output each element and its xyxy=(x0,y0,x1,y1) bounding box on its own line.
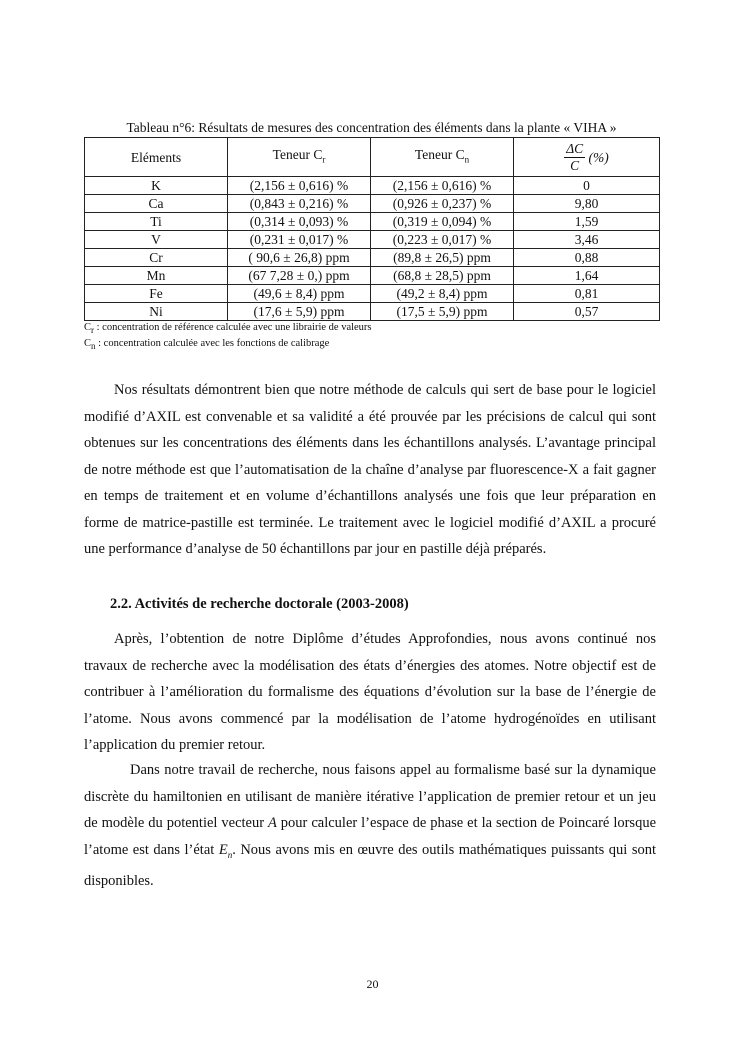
cell-element: Ti xyxy=(85,213,228,231)
cell-cr: (2,156 ± 0,616) % xyxy=(228,177,371,195)
note-cn xyxy=(84,337,372,353)
header-teneur-cr-sub: r xyxy=(322,154,326,165)
cell-cn: (89,8 ± 26,5) ppm xyxy=(371,249,514,267)
cell-delta: 1,59 xyxy=(514,213,660,231)
paragraph-research-part2: pour calculer l’espace de phase et la section de Poincaré lorsque l’atome est dans l’état xyxy=(84,815,656,858)
cell-element: Ca xyxy=(85,195,228,213)
paragraph-doctoral: Après, l’obtention de notre Diplôme d’études Approfondies, nous avons continué nos travaux de recherche avec la modélisation des états d’énergies des atomes. Notre objectif est de contribuer à l’amélioration du formalisme des équations d’évolution sur la base de l’énergie de l’atome. Nous avons commencé par la modélisation de l’atome hydrogénoïdes en utilisant l’application du premier retour. xyxy=(84,631,656,753)
section-heading: 2.2. Activités de recherche doctorale (2003-2008) xyxy=(110,596,409,612)
note-cr xyxy=(84,321,372,337)
table-row xyxy=(85,285,660,303)
header-teneur-cn xyxy=(371,138,514,177)
state-sub: n xyxy=(227,849,233,860)
cell-cn: (0,223 ± 0,017) % xyxy=(371,231,514,249)
table-caption: Tableau n°6: Résultats de mesures des concentration des éléments dans la plante « VIHA » xyxy=(126,120,617,135)
table-header-row xyxy=(85,138,660,177)
cell-element: V xyxy=(85,231,228,249)
cell-cr: (0,314 ± 0,093) % xyxy=(228,213,371,231)
note-cr-text: : concentration de référence calculée avec une librairie de valeurs xyxy=(94,322,372,333)
table-row xyxy=(85,177,660,195)
cell-cn: (17,5 ± 5,9) ppm xyxy=(371,303,514,321)
cell-element: Cr xyxy=(85,249,228,267)
cell-cr: ( 90,6 ± 26,8) ppm xyxy=(228,249,371,267)
cell-element: Ni xyxy=(85,303,228,321)
delta-numerator: ΔC xyxy=(566,140,584,156)
cell-cr: (67 7,28 ± 0,) ppm xyxy=(228,267,371,285)
cell-delta: 0 xyxy=(514,177,660,195)
table-notes xyxy=(84,321,372,353)
table-row xyxy=(85,231,660,249)
paragraph-research-part3: . Nous avons mis en œuvre des outils mathématiques puissants qui sont disponibles. xyxy=(84,841,656,889)
paragraph-results: Nos résultats démontrent bien que notre méthode de calculs qui sert de base pour le logiciel modifié d’AXIL est convenable et sa validité a été prouvée par les précisions de calcul qui sont obtenues sur les concentrations des éléments dans les échantillons analysés. L’avantage principal de notre méthode est que l’automatisation de la chaîne d’analyse par fluorescence-X a fait gagner en temps de traitement et en volume d’échantillons analysés une fois que leur préparation en forme de matrice-pastille est terminée. Le traitement avec le logiciel modifié d’AXIL a procuré une performance d’analyse de 50 échantillons par jour en pastille déjà préparés. xyxy=(84,382,656,557)
delta-unit: (%) xyxy=(588,149,609,165)
table-row xyxy=(85,267,660,285)
header-teneur-cr-text: Teneur C xyxy=(272,146,323,162)
state-symbol: E xyxy=(218,841,228,858)
note-cn-symbol: C xyxy=(84,338,92,350)
note-cr-sub: r xyxy=(91,325,95,336)
note-cn-sub: n xyxy=(91,341,96,352)
cell-delta: 0,81 xyxy=(514,285,660,303)
header-elements: Eléments xyxy=(85,138,228,177)
table-row xyxy=(85,195,660,213)
cell-delta: 0,88 xyxy=(514,249,660,267)
cell-cn: (0,319 ± 0,094) % xyxy=(371,213,514,231)
cell-cn: (68,8 ± 28,5) ppm xyxy=(371,267,514,285)
cell-cr: (0,843 ± 0,216) % xyxy=(228,195,371,213)
header-delta xyxy=(514,138,660,177)
table-row xyxy=(85,249,660,267)
cell-cr: (17,6 ± 5,9) ppm xyxy=(228,303,371,321)
paragraph-research-part1: Dans notre travail de recherche, nous faisons appel au formalisme basé sur la dynamique discrète du hamiltonien en utilisant de manière itérative l’application de premier retour et un jeu de modèle du potentiel vecteur xyxy=(84,762,656,831)
cell-element: Fe xyxy=(85,285,228,303)
delta-denominator: C xyxy=(570,157,580,173)
cell-delta: 3,46 xyxy=(514,231,660,249)
header-teneur-cn-text: Teneur C xyxy=(414,146,465,162)
cell-cn: (49,2 ± 8,4) ppm xyxy=(371,285,514,303)
page-number: 20 xyxy=(366,977,379,991)
cell-cr: (0,231 ± 0,017) % xyxy=(228,231,371,249)
table-row xyxy=(85,213,660,231)
table-row xyxy=(85,303,660,321)
header-teneur-cr xyxy=(228,138,371,177)
cell-cn: (0,926 ± 0,237) % xyxy=(371,195,514,213)
cell-cn: (2,156 ± 0,616) % xyxy=(371,177,514,195)
note-cr-symbol: C xyxy=(84,322,92,333)
cell-delta: 1,64 xyxy=(514,267,660,285)
results-table xyxy=(84,137,660,321)
vector-potential-symbol: → A xyxy=(268,815,277,831)
cell-cr: (49,6 ± 8,4) ppm xyxy=(228,285,371,303)
cell-element: K xyxy=(85,177,228,195)
cell-delta: 9,80 xyxy=(514,195,660,213)
cell-delta: 0,57 xyxy=(514,303,660,321)
delta-fraction xyxy=(564,141,585,174)
cell-element: Mn xyxy=(85,267,228,285)
paragraph-research xyxy=(84,757,656,894)
note-cn-text: : concentration calculée avec les fonctions de calibrage xyxy=(95,338,330,350)
header-teneur-cn-sub: n xyxy=(464,154,470,165)
